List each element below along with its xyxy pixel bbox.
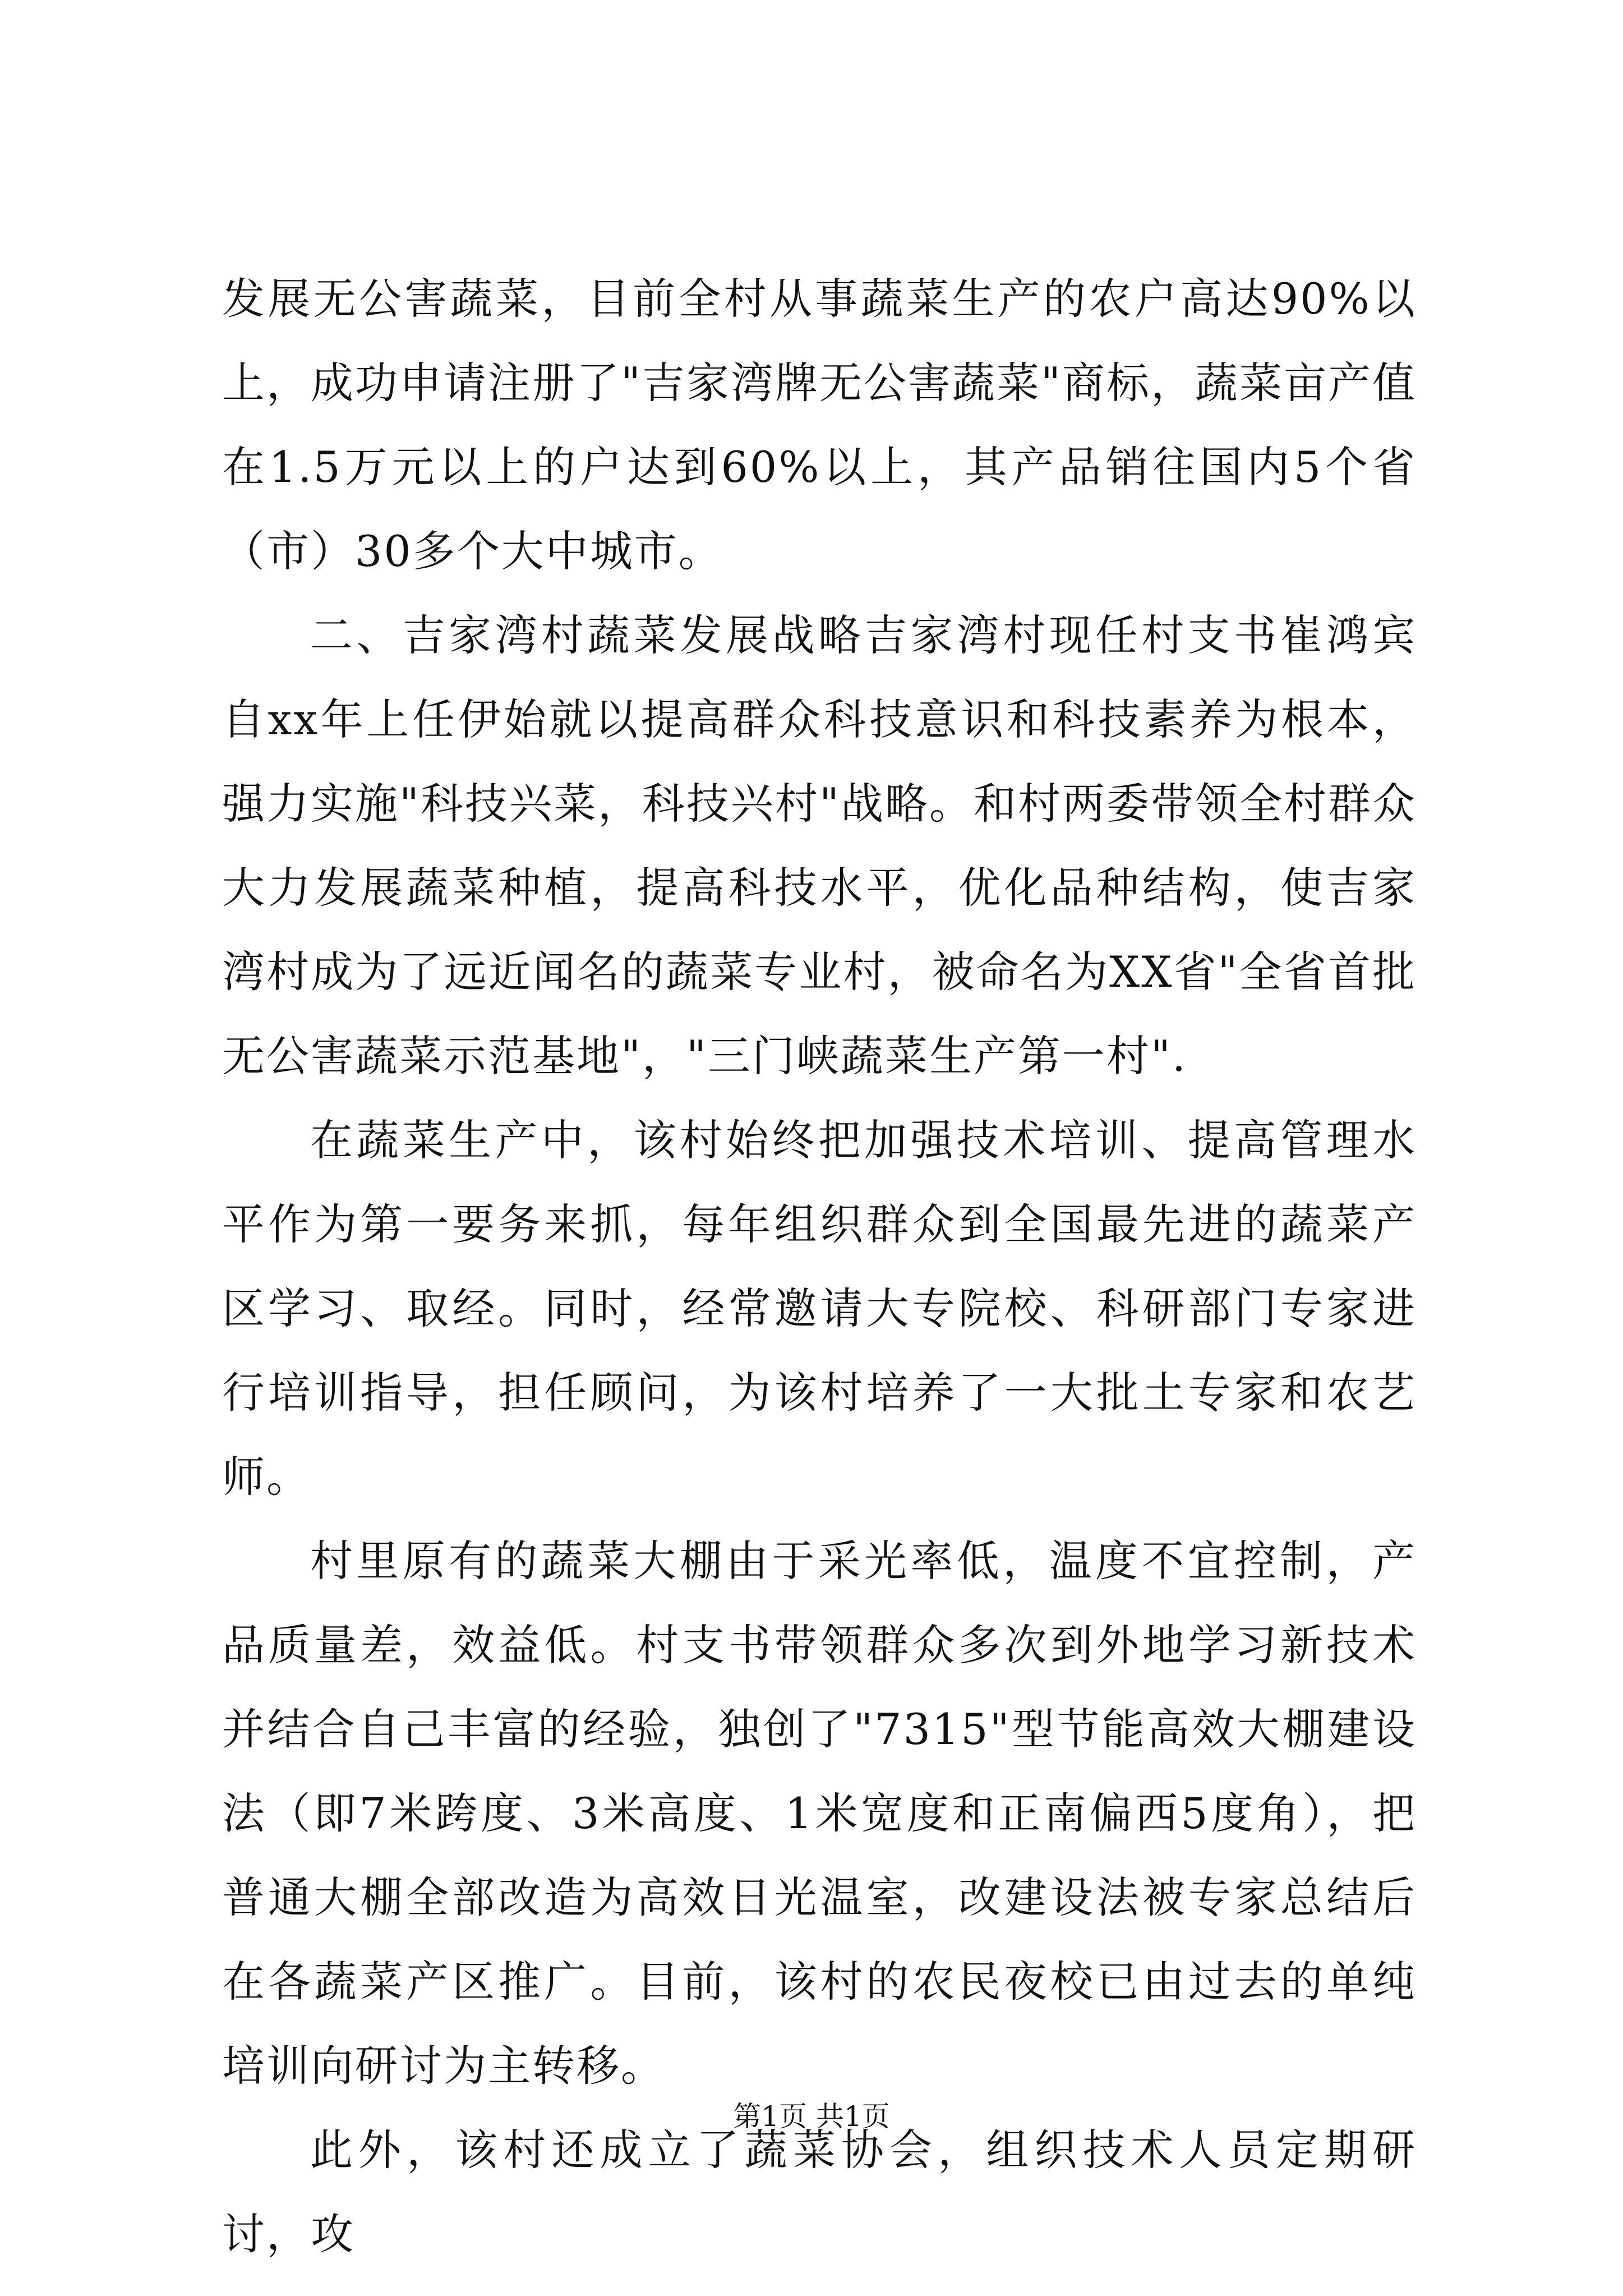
document-body (222, 257, 1417, 2276)
paragraph-greenhouse: 村里原有的蔬菜大棚由于采光率低，温度不宜控制，产品质量差，效益低。村支书带领群众多次到外地学习新技术并结合自己丰富的经验，独创了"7315"型节能高效大棚建设法（即7米跨度、3米高度、1米宽度和正南偏西5度角），把普通大棚全部改造为高效日光温室，改建设法被专家总结后在各蔬菜产区推广。目前，该村的农民夜校已由过去的单纯培训向研讨为主转移。 (222, 1536, 1417, 2091)
paragraph-strategy: 二、吉家湾村蔬菜发展战略吉家湾村现任村支书崔鸿宾自xx年上任伊始就以提高群众科技意识和科技素养为根本，强力实施"科技兴菜，科技兴村"战略。和村两委带领全村群众大力发展蔬菜种植，提高科技水平，优化品种结构，使吉家湾村成为了远近闻名的蔬菜专业村，被命名为XX省"全省首批无公害蔬菜示范基地"，"三门峡蔬菜生产第一村". (222, 610, 1417, 1081)
paragraph-continued: 发展无公害蔬菜，目前全村从事蔬菜生产的农户高达90%以上，成功申请注册了"吉家湾牌无公害蔬菜"商标，蔬菜亩产值在1.5万元以上的户达到60%以上，其产品销往国内5个省（市）30多个大中城市。 (222, 274, 1417, 576)
page-footer: 第1页 共1页 (733, 2100, 890, 2133)
paragraph-training: 在蔬菜生产中，该村始终把加强技术培训、提高管理水平作为第一要务来抓，每年组织群众到全国最先进的蔬菜产区学习、取经。同时，经常邀请大专院校、科研部门专家进行培训指导，担任顾问，为该村培养了一大批土专家和农艺师。 (222, 1115, 1417, 1502)
paragraph-association: 此外，该村还成立了蔬菜协会，组织技术人员定期研讨，攻 (222, 2125, 1417, 2259)
